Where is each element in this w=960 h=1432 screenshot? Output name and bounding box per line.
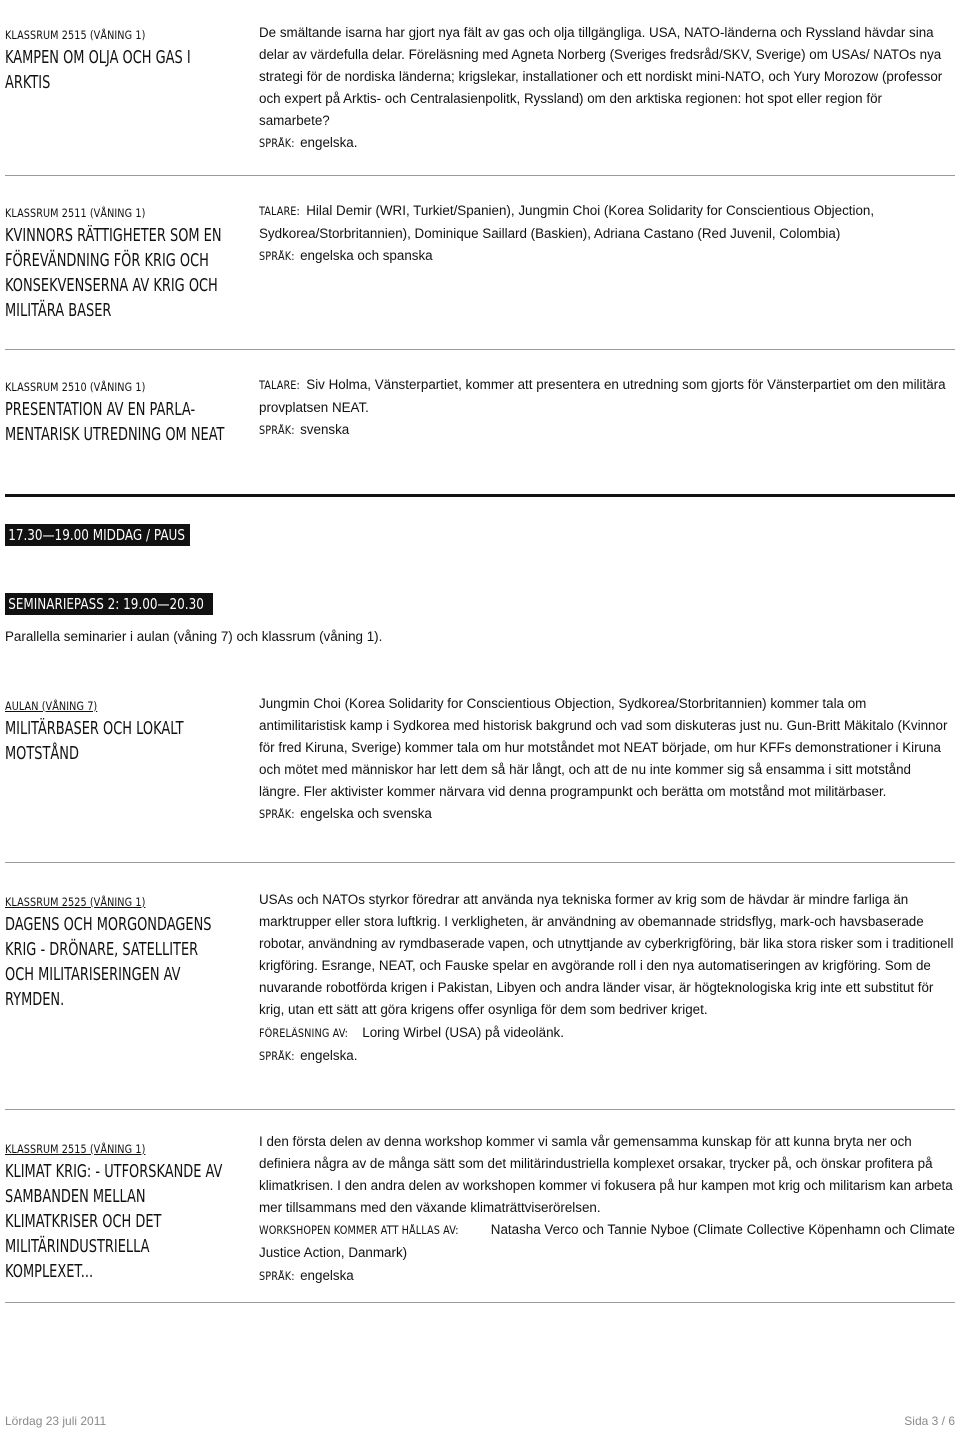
session-room: AULAN (VÅNING 7) <box>5 699 98 713</box>
separator <box>5 349 955 350</box>
footer-page-number: Sida 3 / 6 <box>904 1414 955 1428</box>
session-title: KLIMAT KRIG: - UTFORSKANDE AV SAMBANDEN MELLAN KLIMATKRISER OCH DET MILITÄRINDUSTRIELLA KOMPLEXET... <box>5 1162 223 1282</box>
session-title: KVINNORS RÄTTIGHETER SOM EN FÖREVÄNDNING FÖR KRIG OCH KONSEKVENSERNA AV KRIG OCH MILITÄRA BASER <box>5 226 222 321</box>
seminar-bar: SEMINARIEPASS 2: 19.00—20.30 <box>5 593 213 615</box>
session-workshop-leaders: WORKSHOPEN KOMMER ATT HÅLLAS AV: Natasha Verco och Tannie Nyboe (Climate Collective Köpenhamn och Climate Justice Action, Danmark) <box>259 1222 955 1261</box>
session-title: KAMPEN OM OLJA OCH GAS I ARKTIS <box>5 48 191 93</box>
session-title: PRESENTATION AV EN PARLA- MENTARISK UTREDNING OM NEAT <box>5 400 225 445</box>
session-room: KLASSRUM 2525 (VÅNING 1) <box>5 895 146 909</box>
footer-date: Lördag 23 juli 2011 <box>5 1414 107 1428</box>
separator <box>5 175 955 176</box>
session-description: De smältande isarna har gjort nya fält av gas och olja tillgängliga. USA, NATO-länderna och Ryssland hävdar sina delar av värdefulla delar. Föreläsning med Agneta Norberg (Sveriges fredsråd/SKV, Sverige) om USAs/ NATOs nya strategi för de nordiska länderna; krigslekar, installationer och ett nordiskt mini-NATO, och Yury Morozow (professor och expert på Arktis- och Centralasienpolitk, Ryssland) om den arktiska regionen: hot spot eller region för samarbete? <box>259 25 943 129</box>
session-description: Jungmin Choi (Korea Solidarity for Conscientious Objection, Sydkorea/Storbritannien) kommer tala om antimilitaristisk kamp i Sydkorea med historisk bakgrund och vad som diskuteras just nu. Gun-Britt Mäkitalo (Kvinnor för fred Kiruna, Sverige) kommer tala om hur motståndet mot NEAT började, om hur KFFs demonstrationer i Kiruna och mötet med människor har lett dem så här långt, och att de nu inte kommer sig så ensamma i sitt motstånd längre. Fler aktivister kommer närvara vid denna programpunkt och berätta om motstånd mot militärbaser. <box>259 696 948 800</box>
break-bar: 17.30—19.00 MIDDAG / PAUS <box>5 524 190 546</box>
session-speakers: TALARE: Hilal Demir (WRI, Turkiet/Spanien), Jungmin Choi (Korea Solidarity for Conscientious Objection, Sydkorea/Storbritannien), Dominique Saillard (Baskien), Adriana Castano (Red Juvenil, Colombia) <box>259 203 875 242</box>
session-language: SPRÅK: engelska. <box>259 1047 358 1063</box>
separator <box>5 1109 955 1110</box>
session-room: KLASSRUM 2510 (VÅNING 1) <box>5 380 146 394</box>
session-description: USAs och NATOs styrkor föredrar att använda nya tekniska former av krig som de hävdar är mindre farliga än marktrupper eller stora luftkrig. I verkligheten, är användning av obemannade stridsflyg, mark-och havsbaserade robotar, användning av rymdbaserade vapen, och utnyttjande av cyberkrigföring, bär lika stora risker som i traditionell krigföring. Esrange, NEAT, och Fauske spelar en avgörande roll i den nya automatiseringen av krigföring. Som de nuvarande robotförda krigen i Pakistan, Libyen och andra länder visar, är högteknologiska krig inte ett substitut för krig, utan ett sätt att göra krigens offer osynliga för dem som bedriver kriget. <box>259 892 954 1018</box>
section-divider <box>5 494 955 497</box>
session-title: MILITÄRBASER OCH LOKALT MOTSTÅND <box>5 719 184 764</box>
separator <box>5 862 955 863</box>
session-speakers: TALARE: Siv Holma, Vänsterpartiet, kommer att presentera en utredning som gjorts för Vänsterpartiet om den militära provplatsen NEAT. <box>259 377 946 416</box>
session-lecturer: FÖRELÄSNING AV: Loring Wirbel (USA) på videolänk. <box>259 1024 564 1040</box>
session-room: KLASSRUM 2515 (VÅNING 1) <box>5 1142 146 1156</box>
session-room: KLASSRUM 2511 (VÅNING 1) <box>5 206 146 220</box>
session-description: I den första delen av denna workshop kommer vi samla vår gemensamma kunskap för att kunna bryta ner och definiera några av de många sätt som det militärindustriella komplexet orsakar, trycker på, och önskar profitera på klimatkrisen. I den andra delen av workshopen kommer vi fokusera på hur kampen mot krig och militarism kan arbeta mer tillsammans med den växande klimaträttviserörelsen. <box>259 1134 953 1216</box>
session-language: SPRÅK: engelska och spanska <box>259 248 433 264</box>
session-language: SPRÅK: svenska <box>259 422 350 438</box>
session-room: KLASSRUM 2515 (VÅNING 1) <box>5 28 146 42</box>
session-title: DAGENS OCH MORGONDAGENS KRIG - DRÖNARE, SATELLITER OCH MILITARISERINGEN AV RYMDEN. <box>5 915 212 1010</box>
session-language: SPRÅK: engelska <box>259 1267 354 1283</box>
session-language: SPRÅK: engelska. <box>259 135 358 151</box>
separator <box>5 1302 955 1303</box>
parallel-note: Parallella seminarier i aulan (våning 7) och klassrum (våning 1). <box>5 629 383 644</box>
session-language: SPRÅK: engelska och svenska <box>259 806 432 822</box>
